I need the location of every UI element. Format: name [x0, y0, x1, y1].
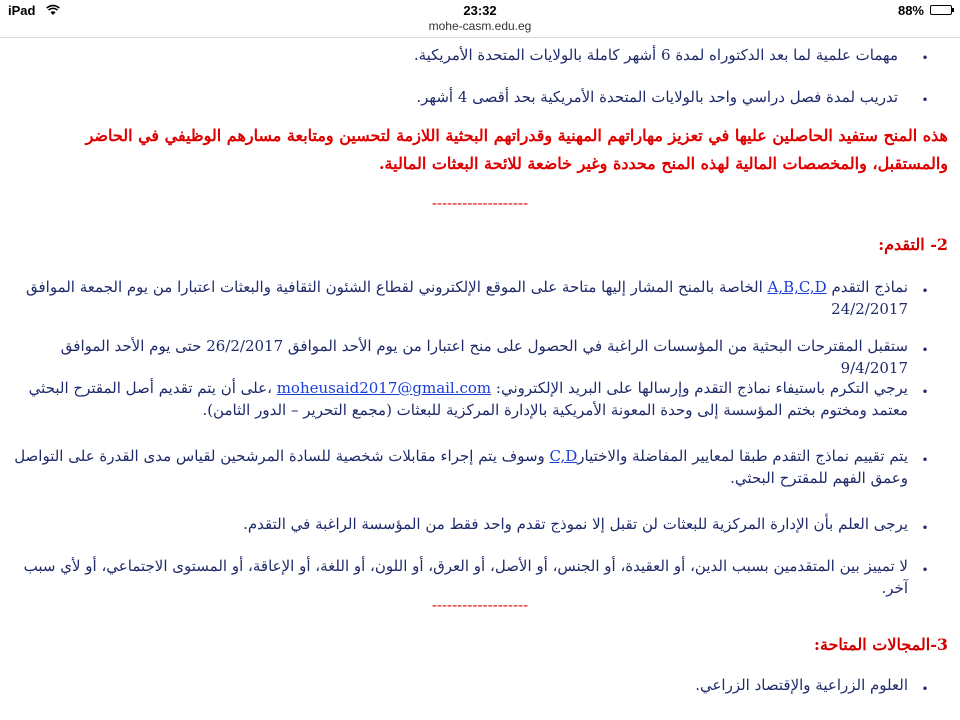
bullet-icon — [920, 518, 930, 536]
item-text: الخاصة بالمنح المشار إليها متاحة على الموقع الإلكتروني لقطاع الشئون الثقافية والبعثات اعتبارا من يوم الجمعة الموافق 24/2/2017 — [25, 278, 908, 318]
list-item: تدريب لمدة فصل دراسي واحد بالولايات المتحدة الأمريكية بحد أقصى 4 أشهر. — [416, 88, 898, 106]
battery-icon — [930, 5, 952, 15]
bullet-icon — [920, 679, 930, 697]
clock: 23:32 — [463, 3, 497, 18]
battery-percent: 88% — [897, 3, 924, 18]
red-notice: هذه المنح ستفيد الحاصلين عليها في تعزيز مهاراتهم المهنية وقدراتهم البحثية اللازمة لتحسين ومتابعة مسارهم الوظيفي في الحاضر والمستقبل، والمخصصات المالية لهذه المنح محددة وغير خاضعة للائحة البعثات المالية. — [85, 126, 948, 173]
list-item — [8, 276, 908, 320]
separator: ------------------- — [431, 194, 529, 212]
list-item: ستقبل المقترحات البحثية من المؤسسات الراغبة في الحصول على منح اعتبارا من يوم الأحد الموافق 26/2/2017 حتى يوم الأحد الموافق 9/4/2017 — [60, 337, 908, 377]
item-text: يتم تقييم نماذج التقدم طبقا لمعايير المفاضلة والاختيار — [577, 447, 908, 465]
list-item: لا تمييز بين المتقدمين بسبب الدين، أو العقيدة، أو الجنس، أو الأصل، أو العرق، أو اللون، أو اللغة، أو الإعاقة، أو المستوى الاجتماعي، أو لأي سبب آخر. — [23, 557, 908, 597]
page-content — [0, 38, 960, 720]
bullet-icon — [920, 382, 930, 400]
bullet-icon — [920, 48, 930, 66]
item-text: ،على أن يتم تقديم أصل المقترح البحثي معتمد ومختوم بختم المؤسسة إلى وحدة المعونة الأمريكية بالإدارة المركزية للبعثات (مجمع التحرير – الدور الثامن). — [28, 379, 908, 419]
device-name: iPad — [8, 3, 36, 18]
bullet-icon — [920, 560, 930, 578]
list-item: يرجى العلم بأن الإدارة المركزية للبعثات لن تقبل إلا نموذج تقدم واحد فقط من المؤسسة الراغبة في التقدم. — [243, 515, 908, 533]
list-item: العلوم الزراعية والإقتصاد الزراعي. — [695, 676, 908, 694]
list-item: مهمات علمية لما بعد الدكتوراه لمدة 6 أشهر كاملة بالولايات المتحدة الأمريكية. — [413, 46, 898, 64]
bullet-icon — [920, 450, 930, 468]
list-item — [8, 445, 908, 489]
list-item — [8, 377, 908, 421]
item-text: وسوف يتم إجراء مقابلات شخصية للسادة المرشحين لقياس مدى القدرة على التواصل وعمق الفهم للمقترح البحثي. — [14, 447, 908, 487]
section-heading-apply: 2- التقدم: — [878, 235, 948, 254]
section-heading-fields: 3-المجالات المتاحة: — [814, 635, 948, 654]
forms-link[interactable]: A,B,C,D — [767, 278, 827, 296]
criteria-link[interactable]: C,D — [549, 447, 578, 465]
email-link[interactable]: moheusaid2017@gmail.com — [276, 379, 492, 397]
address-bar[interactable] — [0, 19, 960, 38]
status-bar — [0, 0, 960, 20]
separator: ------------------- — [431, 596, 529, 614]
item-text: يرجي التكرم باستيفاء نماذج التقدم وإرسالها على البريد الإلكتروني: — [491, 379, 908, 397]
url-text: mohe-casm.edu.eg — [428, 19, 532, 33]
bullet-icon — [920, 90, 930, 108]
bullet-icon — [920, 340, 930, 358]
bullet-icon — [920, 281, 930, 299]
item-text: نماذج التقدم — [826, 278, 908, 296]
